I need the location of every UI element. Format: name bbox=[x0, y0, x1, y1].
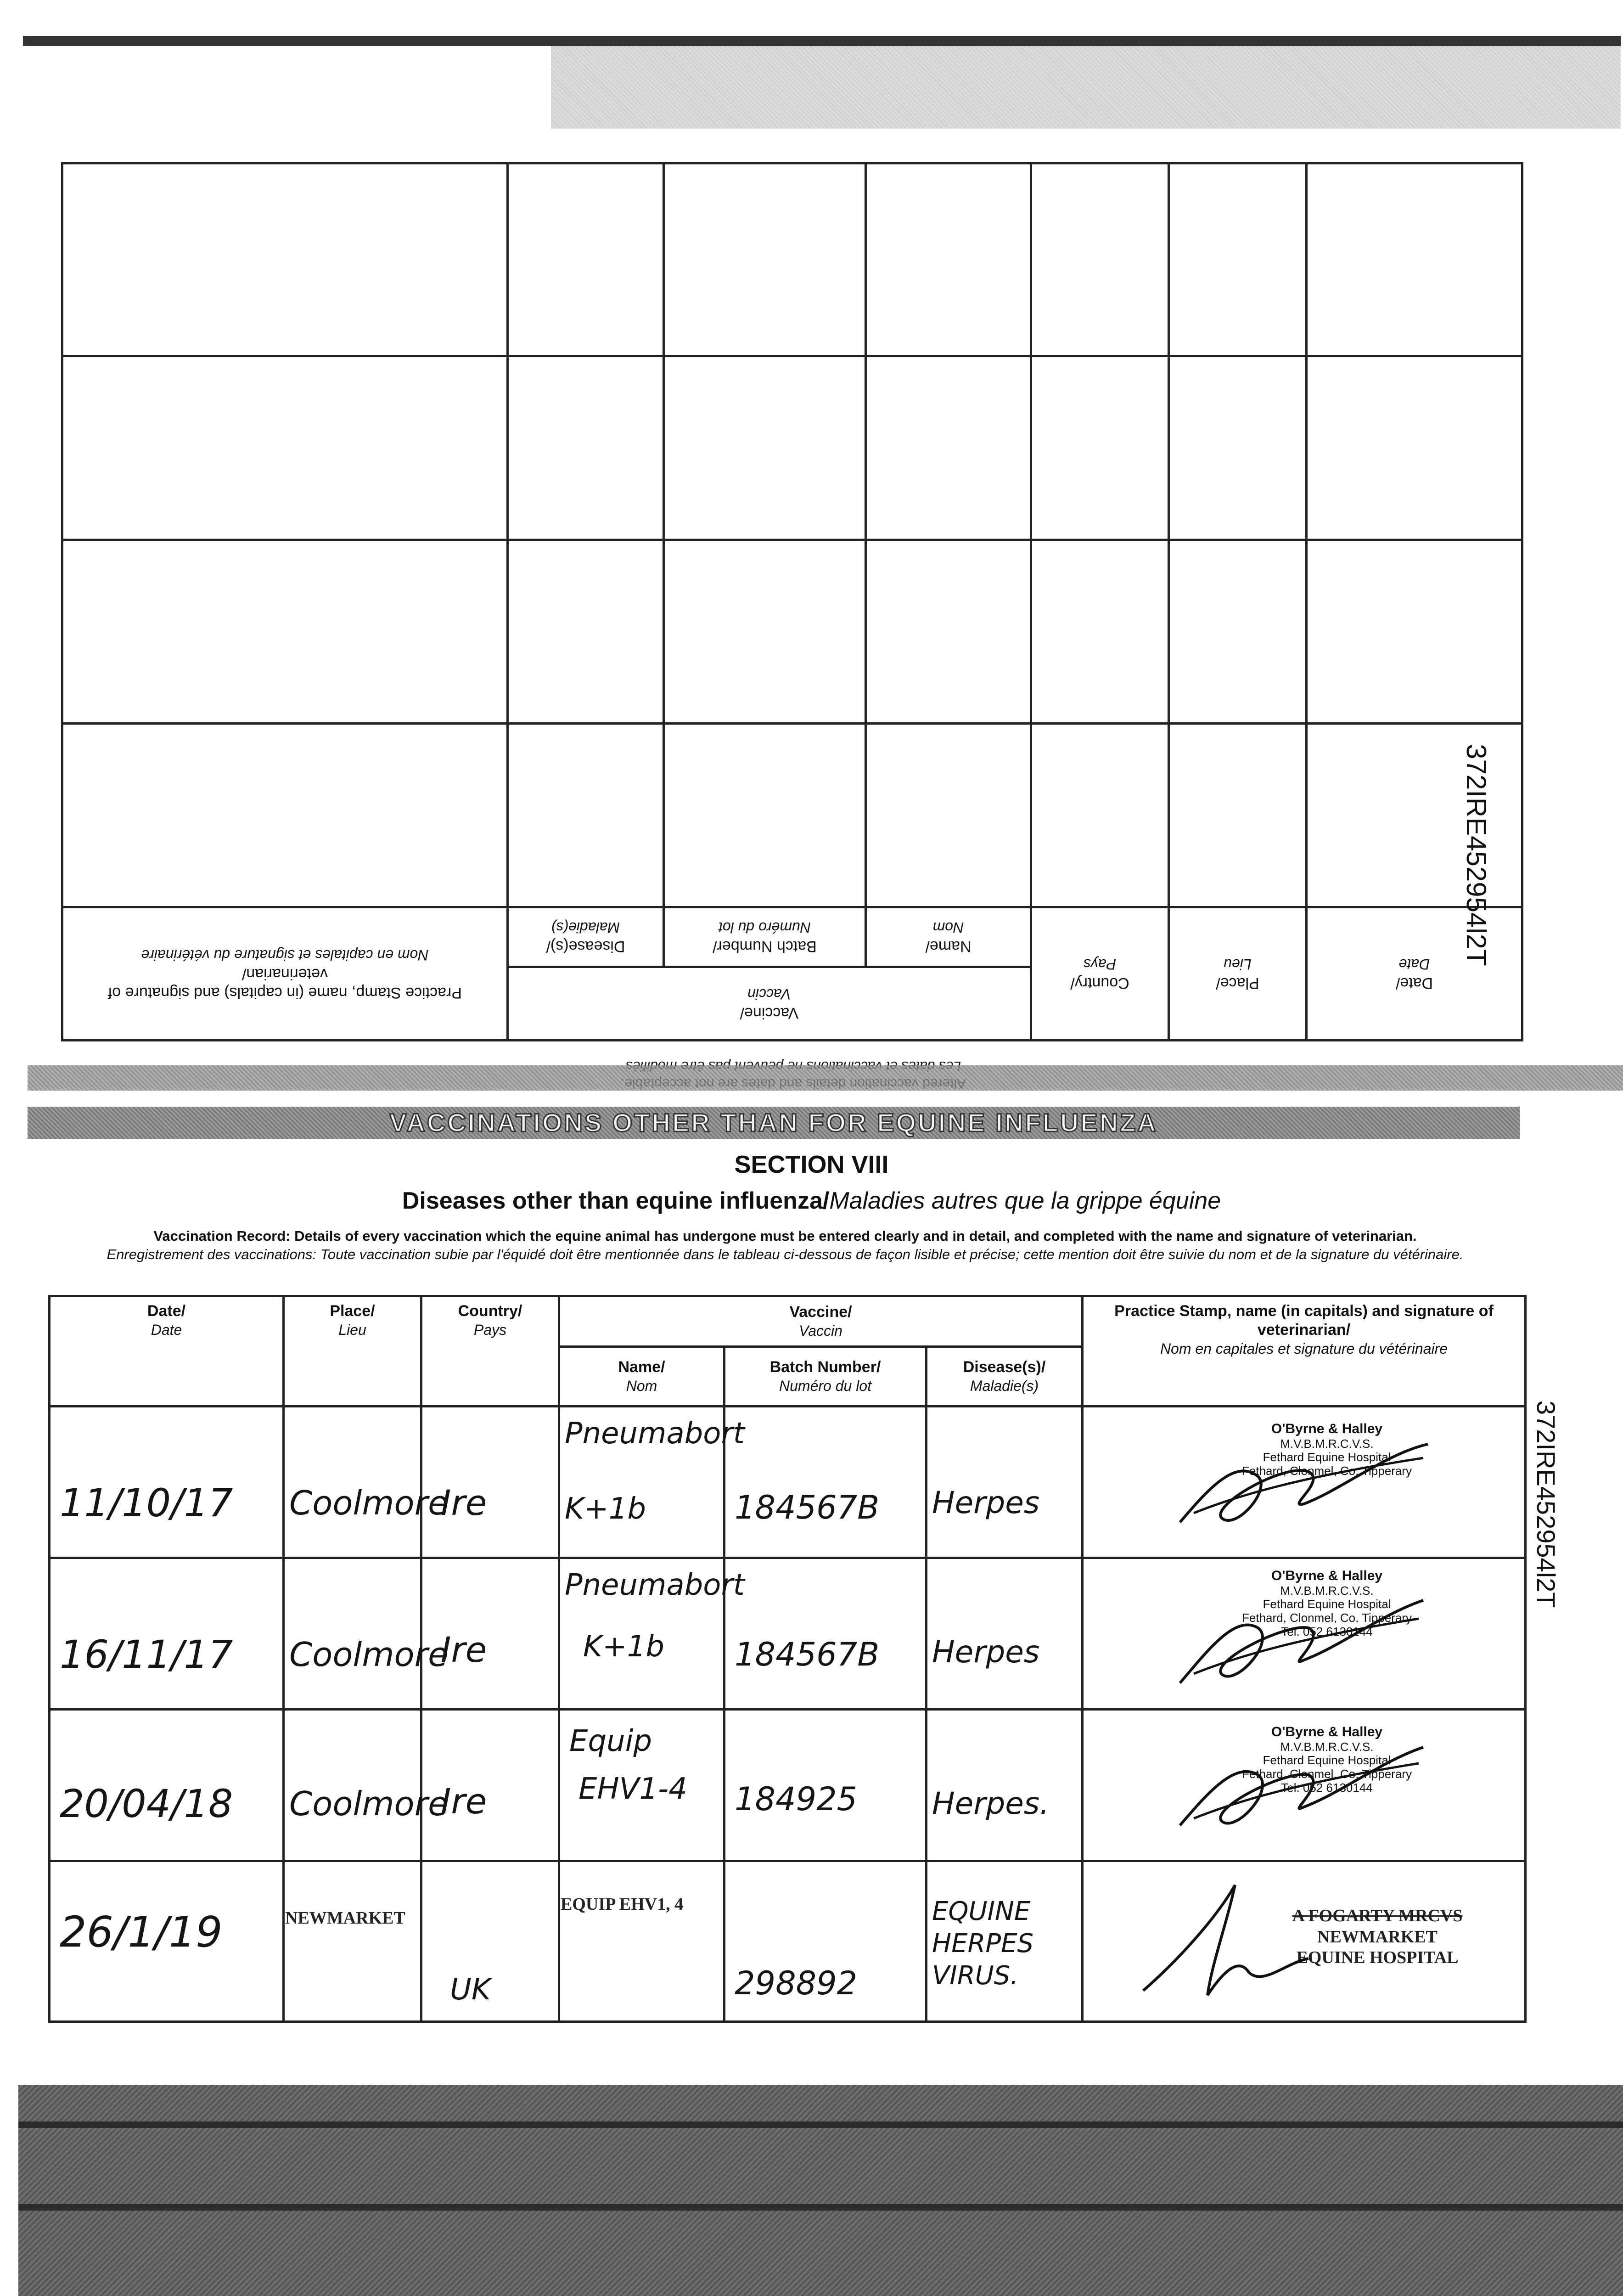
banner-title: VACCINATIONS OTHER THAN FOR EQUINE INFLUENZA bbox=[389, 1108, 1158, 1137]
row-disease: Herpes bbox=[927, 1407, 1083, 1558]
row-disease: Herpes bbox=[927, 1558, 1083, 1710]
row-batch: 184567B bbox=[724, 1558, 927, 1710]
row-date: 20/04/18 bbox=[50, 1710, 284, 1861]
record-note-en: Vaccination Record: Details of every vaccination which the equine animal has undergone must be entered clearly and in detail, and completed with the name and signature of veterinarian. bbox=[153, 1228, 1417, 1244]
vet-signature bbox=[1125, 1871, 1318, 2009]
record-note-fr: Enregistrement des vaccinations: Toute vaccination subie par l'équidé doit être mentionnée dans le tableau ci-dessous de façon lisible et précise; cette mention doit être suivie du nom et de la signature du vétérinaire. bbox=[107, 1246, 1464, 1263]
row-country: UK bbox=[421, 1861, 559, 2022]
row-date: 16/11/17 bbox=[50, 1558, 284, 1710]
row-stamp bbox=[1083, 1861, 1526, 2022]
row-vaccine-name: EQUIP EHV1, 4 bbox=[559, 1861, 724, 2022]
row-date: 11/10/17 bbox=[50, 1407, 284, 1558]
row-vaccine-name: Pneumabort K+1b bbox=[559, 1558, 724, 1710]
vet-stamp: O'Byrne & Halley M.V.B.M.R.C.V.S. Fethard Equine Hospital Fethard, Clonmel, Co. Tipperary Tel. 052 6130144 bbox=[1242, 1568, 1412, 1639]
header-batch: Batch Number/ Numéro du lot bbox=[724, 1347, 927, 1407]
header-place: Place/ Lieu bbox=[284, 1296, 421, 1407]
vet-signature bbox=[1162, 1582, 1437, 1701]
top-right-scan-shade bbox=[551, 46, 1621, 129]
document-id-upper: 372IRE452954l2T bbox=[1461, 744, 1492, 966]
upper-header-batch: Batch Number/ Numéro du lot bbox=[664, 907, 866, 967]
bottom-rule bbox=[18, 2122, 1623, 2128]
header-stamp: Practice Stamp, name (in capitals) and signature of veterinarian/ Nom en capitales et signature du vétérinaire bbox=[1083, 1296, 1526, 1407]
upper-vaccination-table bbox=[63, 164, 1523, 1041]
section-subtitle: Diseases other than equine influenza/Maladies autres que la grippe équine bbox=[402, 1187, 1221, 1214]
vaccination-record-table bbox=[48, 1295, 1527, 2023]
row-vaccine-name: Pneumabort K+1b bbox=[559, 1407, 724, 1558]
table-row bbox=[50, 1407, 1526, 1558]
row-date: 26/1/19 bbox=[50, 1861, 284, 2022]
bottom-rule-2 bbox=[18, 2204, 1623, 2211]
header-vaccine: Vaccine/ Vaccin bbox=[559, 1296, 1083, 1347]
header-name: Name/ Nom bbox=[559, 1347, 724, 1407]
document-id-lower: 372IRE452954l2T bbox=[1532, 1401, 1561, 1608]
row-batch: 184925 bbox=[724, 1710, 927, 1861]
vet-stamp: O'Byrne & Halley M.V.B.M.R.C.V.S. Fethard Equine Hospital Fethard, Clonmel, Co. Tipperary Tel. 052 6130144 bbox=[1242, 1724, 1412, 1795]
upper-header-vaccine: Vaccine/ Vaccin bbox=[507, 967, 1031, 1041]
header-disease: Disease(s)/ Maladie(s) bbox=[927, 1347, 1083, 1407]
banner-stripe-upper bbox=[28, 1065, 1623, 1091]
top-rule bbox=[23, 36, 1621, 46]
vet-stamp: O'Byrne & Halley M.V.B.M.R.C.V.S. Fethard Equine Hospital Fethard, Clonmel, Co. Tipperary bbox=[1242, 1421, 1412, 1478]
row-disease: EQUINE HERPES VIRUS. bbox=[927, 1861, 1083, 2022]
row-stamp bbox=[1083, 1558, 1526, 1710]
row-place: Coolmore bbox=[284, 1710, 421, 1861]
table-row bbox=[50, 1861, 1526, 2022]
row-stamp bbox=[1083, 1710, 1526, 1861]
upper-header-name: Name/ Nom bbox=[866, 907, 1031, 967]
vet-signature bbox=[1162, 1729, 1437, 1848]
upper-header-date: Date/ Date bbox=[1307, 907, 1522, 1041]
row-batch: 184567B bbox=[724, 1407, 927, 1558]
row-stamp bbox=[1083, 1407, 1526, 1558]
row-place: Coolmore bbox=[284, 1558, 421, 1710]
row-batch: 298892 bbox=[724, 1861, 927, 2022]
vet-stamp: A FOGARTY MRCVS NEWMARKET EQUINE HOSPITAL bbox=[1292, 1906, 1463, 1968]
upper-header-country: Country/ Pays bbox=[1031, 907, 1169, 1041]
section-title: SECTION VIII bbox=[734, 1151, 889, 1178]
row-country: Ire bbox=[421, 1407, 559, 1558]
header-country: Country/ Pays bbox=[421, 1296, 559, 1407]
section-banner bbox=[28, 1107, 1520, 1139]
row-place: NEWMARKET bbox=[284, 1861, 421, 2022]
upper-header-disease: Disease(s)/ Maladie(s) bbox=[507, 907, 663, 967]
row-country: Ire bbox=[421, 1710, 559, 1861]
row-vaccine-name: Equip EHV1-4 bbox=[559, 1710, 724, 1861]
table-row bbox=[50, 1558, 1526, 1710]
upper-header-stamp: Practice Stamp, name (in capitals) and signature of veterinarian/ Nom en capitales et signature du vétérinaire bbox=[62, 907, 507, 1041]
bottom-scan-shade bbox=[18, 2085, 1623, 2296]
row-place: Coolmore bbox=[284, 1407, 421, 1558]
row-country: Ire bbox=[421, 1558, 559, 1710]
vet-signature bbox=[1166, 1426, 1442, 1545]
table-row bbox=[50, 1710, 1526, 1861]
header-date: Date/ Date bbox=[50, 1296, 284, 1407]
row-disease: Herpes. bbox=[927, 1710, 1083, 1861]
upper-header-place: Place/ Lieu bbox=[1169, 907, 1307, 1041]
